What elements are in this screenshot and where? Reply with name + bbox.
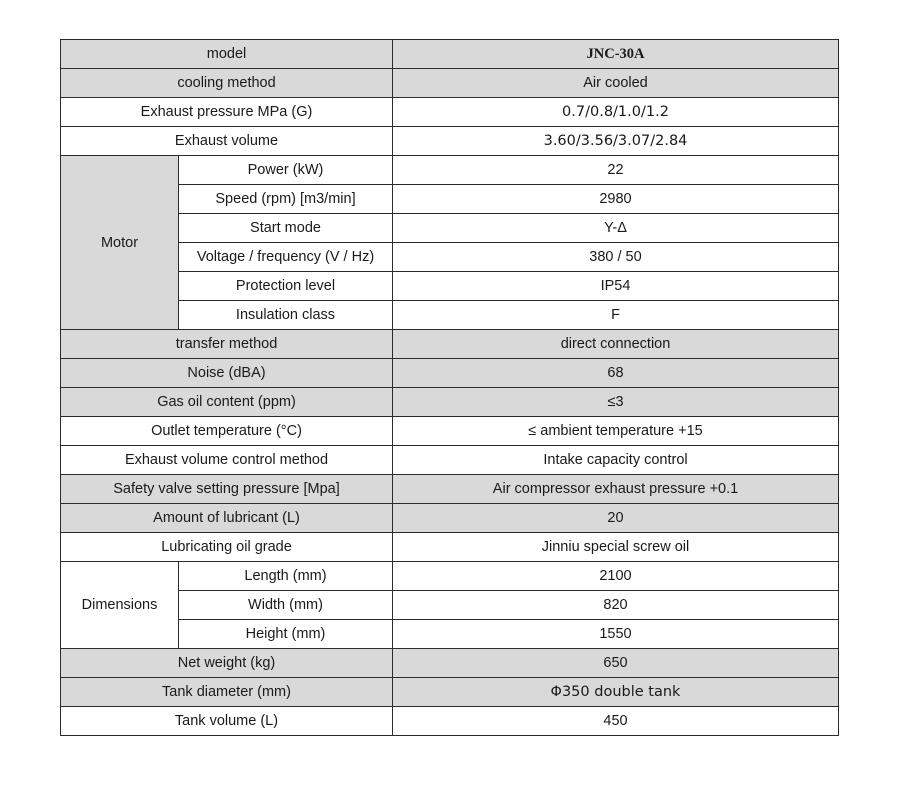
motor-group-label: Motor — [61, 156, 179, 330]
row-label: Amount of lubricant (L) — [61, 504, 393, 533]
table-row — [61, 359, 839, 388]
row-value: ≤3 — [393, 388, 839, 417]
row-label: Net weight (kg) — [61, 649, 393, 678]
row-value: IP54 — [393, 272, 839, 301]
row-label: transfer method — [61, 330, 393, 359]
row-label: Start mode — [179, 214, 393, 243]
row-value: 0.7/0.8/1.0/1.2 — [393, 98, 839, 127]
row-label: Width (mm) — [179, 591, 393, 620]
row-label: Tank diameter (mm) — [61, 678, 393, 707]
table-row — [61, 69, 839, 98]
table-row — [61, 504, 839, 533]
row-label: Exhaust volume control method — [61, 446, 393, 475]
spec-table — [60, 39, 839, 736]
table-row — [61, 562, 839, 591]
table-row — [61, 98, 839, 127]
row-label: Voltage / frequency (V / Hz) — [179, 243, 393, 272]
row-value: Y-Δ — [393, 214, 839, 243]
row-label: Protection level — [179, 272, 393, 301]
row-label: Safety valve setting pressure [Mpa] — [61, 475, 393, 504]
table-row — [61, 127, 839, 156]
table-row — [61, 649, 839, 678]
row-value: 1550 — [393, 620, 839, 649]
row-label: Speed (rpm) [m3/min] — [179, 185, 393, 214]
row-label: cooling method — [61, 69, 393, 98]
row-label: Exhaust pressure MPa (G) — [61, 98, 393, 127]
table-row — [61, 678, 839, 707]
table-row — [61, 40, 839, 69]
row-value: ≤ ambient temperature +15 — [393, 417, 839, 446]
row-label: Lubricating oil grade — [61, 533, 393, 562]
row-label: Exhaust volume — [61, 127, 393, 156]
row-value: 650 — [393, 649, 839, 678]
row-value: 22 — [393, 156, 839, 185]
dimensions-group-label: Dimensions — [61, 562, 179, 649]
table-row — [61, 330, 839, 359]
row-value: Air cooled — [393, 69, 839, 98]
row-label: Length (mm) — [179, 562, 393, 591]
model-label: model — [61, 40, 393, 69]
row-label: Tank volume (L) — [61, 707, 393, 736]
row-value: 820 — [393, 591, 839, 620]
row-label: Insulation class — [179, 301, 393, 330]
table-row — [61, 156, 839, 185]
row-value: 2980 — [393, 185, 839, 214]
table-row — [61, 707, 839, 736]
table-row — [61, 533, 839, 562]
table-row — [61, 475, 839, 504]
row-value: 2100 — [393, 562, 839, 591]
row-label: Power (kW) — [179, 156, 393, 185]
row-value: 450 — [393, 707, 839, 736]
row-label: Outlet temperature (°C) — [61, 417, 393, 446]
row-value: 3.60/3.56/3.07/2.84 — [393, 127, 839, 156]
row-value: Air compressor exhaust pressure +0.1 — [393, 475, 839, 504]
row-label: Height (mm) — [179, 620, 393, 649]
row-label: Gas oil content (ppm) — [61, 388, 393, 417]
row-label: Noise (dBA) — [61, 359, 393, 388]
row-value: Jinniu special screw oil — [393, 533, 839, 562]
row-value: 380 / 50 — [393, 243, 839, 272]
row-value: Φ350 double tank — [393, 678, 839, 707]
row-value: Intake capacity control — [393, 446, 839, 475]
table-row — [61, 388, 839, 417]
table-row — [61, 417, 839, 446]
row-value: F — [393, 301, 839, 330]
row-value: direct connection — [393, 330, 839, 359]
model-value: JNC-30A — [393, 40, 839, 69]
table-row — [61, 446, 839, 475]
row-value: 20 — [393, 504, 839, 533]
row-value: 68 — [393, 359, 839, 388]
